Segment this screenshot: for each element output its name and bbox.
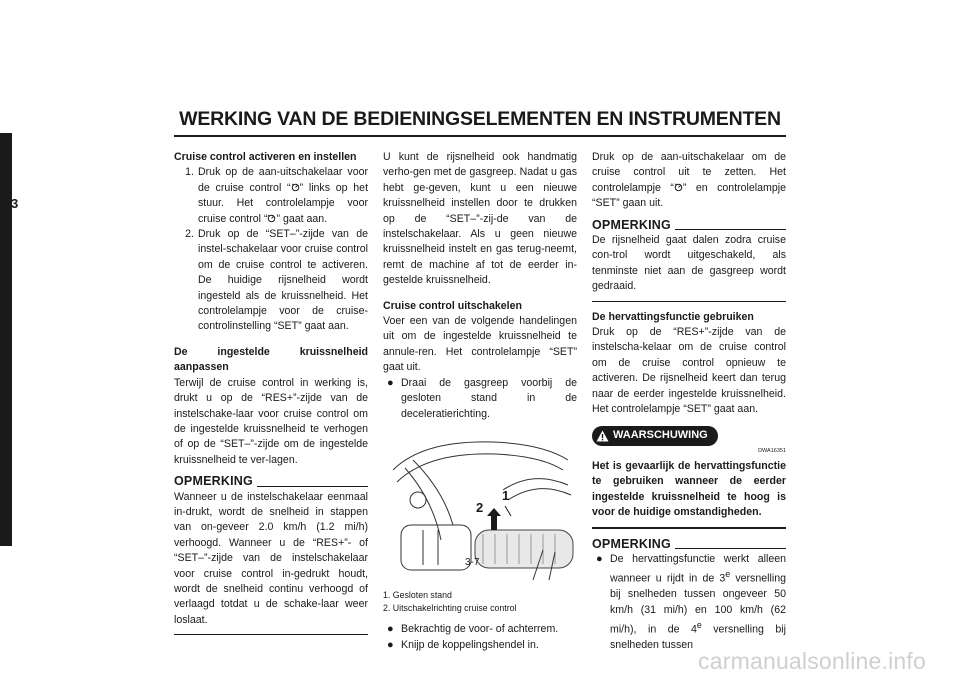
paragraph-part: ” en controlelampje “SET” gaan uit.	[592, 181, 787, 210]
bullet-item	[383, 376, 577, 422]
bullet-item	[383, 622, 577, 637]
paragraph	[592, 150, 786, 212]
figure-label: 2	[476, 499, 484, 515]
arrow-up-icon	[487, 508, 501, 530]
section-heading: De hervattingsfunctie gebruiken	[592, 310, 754, 323]
paragraph: Druk op de “RES+”-zijde van de instelscha-kelaar om de cruise control om de cruise control opnieuw te activeren. De rijsnelheid keert dan terug naar de eerder ingestelde kruissnelheid. Het controlelampje “SET” gaat aan.	[592, 326, 786, 416]
warning-triangle-icon	[596, 430, 609, 442]
superscript: e	[725, 569, 731, 580]
paragraph: Terwijl de cruise control in werking is, drukt u op de “RES+”-zijde van de instelschake-laar voor cruise control om de ingestelde kruissnelheid te verhogen of op de “SET–”-zijde om de ingestelde kruissnelheid te ver-lagen.	[174, 376, 368, 466]
superscript: e	[696, 620, 702, 631]
warning-text: Het is gevaarlijk de hervattingsfunctie te gebruiken wanneer de eerder ingestelde kruissnelheid te hoog is voor de huidige omstandigheden.	[592, 459, 786, 519]
note-end-rule	[174, 634, 368, 635]
bullet-icon: ●	[387, 376, 394, 389]
note-label: OPMERKING	[592, 536, 671, 551]
column-1	[174, 150, 368, 643]
caption-line: 1. Gesloten stand	[383, 590, 452, 601]
bullet-text-part: De hervattingsfunctie werkt alleen wanneer u rijdt in de 3	[610, 552, 786, 585]
paragraph: Voer een van de volgende handelingen uit om de ingestelde kruissnelheid te annule-ren. Het controlelampje “SET” gaat uit.	[383, 315, 577, 374]
section-heading: De ingestelde kruissnelheid aanpassen	[174, 345, 368, 374]
step-text: Druk op de “SET–”-zijde van de instel-schakelaar voor cruise control om de cruise control te activeren. De huidige rijsnelheid wordt ingesteld als de kruissnelheid. Het controlelampje voor de cruise-controlinstelling “SET” gaat aan.	[198, 228, 368, 333]
step-number: 2.	[185, 228, 194, 241]
note-heading	[174, 474, 368, 489]
section-heading: Cruise control activeren en instellen	[174, 151, 357, 163]
note-label: OPMERKING	[174, 474, 253, 489]
step-1	[174, 165, 368, 227]
step-text-part: Druk op de aan-uitschakelaar voor de cruise control “	[198, 166, 368, 194]
title-rule	[174, 135, 786, 137]
note-text: Wanneer u de instelschakelaar eenmaal in-drukt, wordt de snelheid in stappen van on-geveer 2.0 km/h (1.2 mi/h) verhoogd. Wanneer u de “RES+”- of “SET–”-zijde van de instelschakelaar voor cruise control in-gedrukt houdt, wordt de snelheid continu verhoogd of verlaagd totdat u de schake-laar weer loslaat.	[174, 490, 368, 626]
note-text: De rijsnelheid gaat dalen zodra cruise con-trol wordt uitgeschakeld, als tenminste niet aan de gasgreep wordt gedraaid.	[592, 234, 786, 293]
warning-badge	[592, 426, 718, 446]
column-3	[592, 150, 786, 653]
bullet-icon: ●	[387, 623, 394, 636]
page-title: WERKING VAN DE BEDIENINGSELEMENTEN EN INSTRUMENTEN	[179, 108, 781, 130]
note-label: OPMERKING	[592, 217, 671, 232]
step-number: 1.	[185, 166, 194, 179]
bullet-item	[592, 552, 786, 654]
warning-end-rule	[592, 527, 786, 529]
figure-label: 1	[502, 487, 510, 503]
note-heading	[592, 537, 786, 552]
bullet-text: Draai de gasgreep voorbij de gesloten stand in de deceleratierichting.	[401, 376, 577, 420]
bullet-item	[383, 638, 577, 653]
bullet-text: Bekrachtig de voor- of achterrem.	[401, 623, 559, 636]
paragraph-part: Druk op de aan-uitschakelaar om de cruise control uit te zetten. Het controlelampje “	[592, 151, 786, 194]
handlebar-figure	[383, 430, 577, 580]
warning-label: WAARSCHUWING	[613, 428, 708, 441]
page-number: 3-7	[465, 557, 480, 568]
column-2	[383, 150, 577, 653]
bullet-icon: ●	[596, 552, 603, 565]
chapter-number: 3	[11, 196, 19, 211]
warning-code: DWA16351	[758, 447, 786, 454]
step-2	[174, 227, 368, 335]
cruise-control-icon	[674, 182, 683, 192]
caption-line: 2. Uitschakelrichting cruise control	[383, 602, 517, 613]
step-text-part: ” gaat aan.	[276, 212, 328, 225]
note-heading	[592, 218, 786, 233]
step-text	[198, 165, 368, 227]
chapter-tab	[0, 133, 12, 546]
bullet-text-part: versnelling bij snelheden tussen	[610, 623, 786, 652]
figure-caption	[383, 589, 577, 614]
paragraph: U kunt de rijsnelheid ook handmatig verho-gen met de gasgreep. Nadat u gas hebt ge-geven, kunt u een nieuwe kruissnelheid instellen door te drukken op de “SET–”-zij-de van de instelschakelaar. Als u geen nieuwe kruissnelheid instelt en gas terug-neemt, remt de machine af tot de eerder in-gestelde kruissnelheid.	[383, 151, 577, 287]
bullet-text	[610, 552, 786, 654]
note-end-rule	[592, 301, 786, 302]
step-text-part: ” links op het stuur. Het controlelampje voor cruise control “	[198, 181, 369, 225]
bullet-text-part: versnelling bij snelheden tussen ongeveer 50 km/h (31 mi/h) en 100 km/h (62 mi/h), in de 4	[610, 572, 786, 636]
section-heading: Cruise control uitschakelen	[383, 299, 522, 312]
cruise-control-icon	[291, 182, 300, 192]
bullet-text: Knijp de koppelingshendel in.	[401, 638, 539, 651]
warning-header	[592, 426, 786, 446]
bullet-icon: ●	[387, 638, 394, 651]
watermark: carmanualsonline.info	[698, 648, 926, 674]
